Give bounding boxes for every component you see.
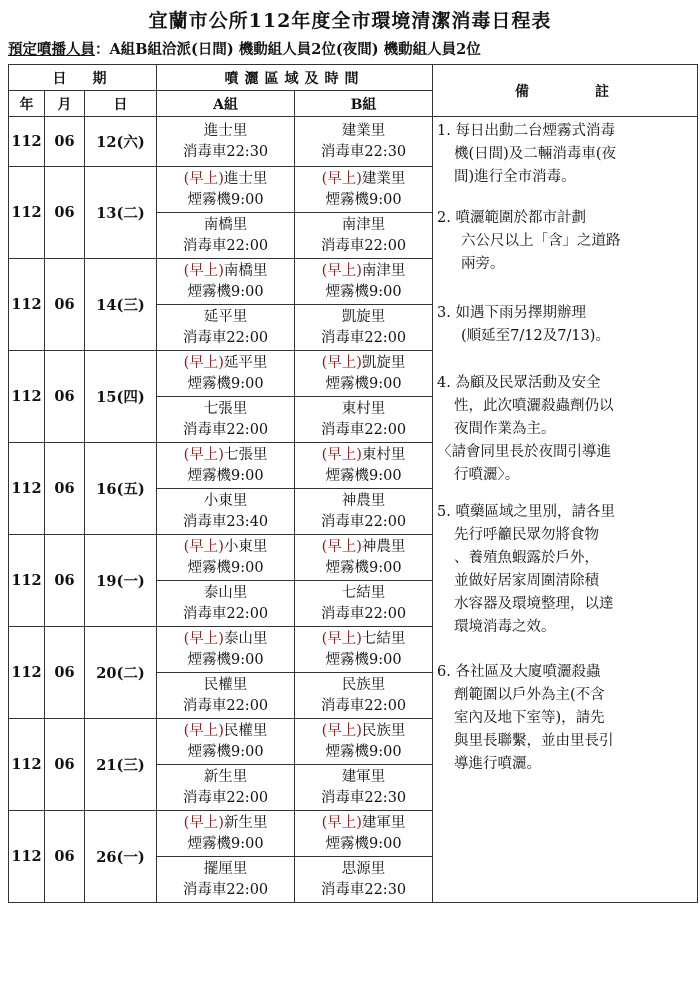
- vehicle-time: 煙霧機9:00: [187, 375, 264, 392]
- note-line: 先行呼籲民眾勿將食物: [454, 527, 600, 543]
- morning-tag: (早上): [183, 170, 224, 187]
- group-a-slot: [157, 719, 295, 765]
- header-month: 月: [45, 91, 85, 117]
- group-a-slot: [157, 397, 295, 443]
- schedule-row: [9, 117, 698, 167]
- note-line: 、養殖魚蝦露於戶外，: [454, 550, 600, 566]
- vehicle-time: 消毒車23:40: [182, 513, 269, 530]
- note-line: 3. 如遇下雨另擇期辦理: [437, 305, 586, 321]
- vehicle-time: 消毒車22:00: [320, 605, 407, 622]
- village-name: 七結里: [341, 584, 386, 601]
- vehicle-time: 消毒車22:00: [182, 237, 269, 254]
- village-name: 思源里: [341, 860, 386, 877]
- staff-label: 預定噴播人員: [8, 41, 95, 58]
- village-line: [157, 583, 294, 604]
- vehicle-time: 消毒車22:30: [320, 789, 407, 806]
- village-line: [295, 491, 432, 512]
- note-line: 導進行噴灑。: [454, 756, 542, 772]
- vehicle-time: 煙霧機9:00: [325, 283, 402, 300]
- village-line: [295, 537, 432, 558]
- month-cell: 06: [45, 719, 85, 811]
- village-name: 七張里: [203, 400, 248, 417]
- village-line: [157, 261, 294, 282]
- morning-tag: (早上): [183, 354, 224, 371]
- morning-tag: (早上): [321, 354, 362, 371]
- village-line: [157, 445, 294, 466]
- village-name: 新生里: [223, 814, 268, 831]
- vehicle-time: 消毒車22:00: [320, 421, 407, 438]
- month-cell: 06: [45, 259, 85, 351]
- village-line: [157, 169, 294, 190]
- note-line: 〈請會同里長於夜間引導進: [437, 444, 612, 460]
- group-a-slot: [157, 489, 295, 535]
- group-a-slot: [157, 167, 295, 213]
- morning-tag: (早上): [183, 722, 224, 739]
- vehicle-time: 消毒車22:30: [320, 143, 407, 160]
- vehicle-time: 煙霧機9:00: [325, 743, 402, 760]
- vehicle-time: 煙霧機9:00: [187, 835, 264, 852]
- vehicle-time: 煙霧機9:00: [325, 191, 402, 208]
- group-a-slot: [157, 213, 295, 259]
- group-b-slot: [295, 117, 433, 167]
- village-name: 小東里: [203, 492, 248, 509]
- note-line: 六公尺以上「含」之道路: [461, 233, 621, 249]
- morning-tag: (早上): [183, 814, 224, 831]
- note-line: 與里長聯繫，並由里長引: [454, 733, 614, 749]
- day-cell: 20(二): [85, 627, 157, 719]
- morning-tag: (早上): [321, 262, 362, 279]
- village-line: [157, 307, 294, 328]
- village-line: [157, 491, 294, 512]
- village-name: 小東里: [223, 538, 268, 555]
- village-line: [157, 767, 294, 788]
- vehicle-time: 煙霧機9:00: [187, 651, 264, 668]
- day-cell: 21(三): [85, 719, 157, 811]
- village-name: 民族里: [361, 722, 406, 739]
- group-b-slot: [295, 167, 433, 213]
- staff-line: [8, 38, 698, 59]
- note-line: (順延至7/12及7/13)。: [461, 328, 610, 344]
- note-line: 兩旁。: [461, 256, 505, 272]
- village-line: [157, 399, 294, 420]
- note-item: [437, 302, 695, 348]
- morning-tag: (早上): [321, 722, 362, 739]
- vehicle-time: 煙霧機9:00: [187, 743, 264, 760]
- village-name: 東村里: [341, 400, 386, 417]
- morning-tag: (早上): [321, 630, 362, 647]
- group-a-slot: [157, 535, 295, 581]
- header-notes: 備 註: [433, 65, 698, 117]
- year-cell: 112: [9, 719, 45, 811]
- day-cell: 14(三): [85, 259, 157, 351]
- vehicle-time: 消毒車22:00: [320, 237, 407, 254]
- year-cell: 112: [9, 811, 45, 903]
- note-line: 1. 每日出動二台煙霧式消毒: [437, 123, 615, 139]
- group-b-slot: [295, 765, 433, 811]
- page-title: 宜蘭市公所112年度全市環境清潔消毒日程表: [148, 10, 552, 32]
- vehicle-time: 消毒車22:00: [182, 421, 269, 438]
- month-cell: 06: [45, 351, 85, 443]
- header-date: 日 期: [9, 65, 157, 91]
- village-line: [157, 813, 294, 834]
- vehicle-time: 煙霧機9:00: [187, 559, 264, 576]
- vehicle-time: 煙霧機9:00: [187, 467, 264, 484]
- schedule-body: [9, 117, 698, 903]
- vehicle-time: 消毒車22:00: [320, 329, 407, 346]
- group-b-slot: [295, 351, 433, 397]
- month-cell: 06: [45, 535, 85, 627]
- village-name: 延平里: [223, 354, 268, 371]
- group-b-slot: [295, 305, 433, 351]
- note-item: [437, 501, 695, 639]
- morning-tag: (早上): [321, 814, 362, 831]
- month-cell: 06: [45, 117, 85, 167]
- group-a-slot: [157, 673, 295, 719]
- year-cell: 112: [9, 627, 45, 719]
- month-cell: 06: [45, 443, 85, 535]
- group-a-slot: [157, 627, 295, 673]
- village-name: 神農里: [341, 492, 386, 509]
- header-group-b: B組: [295, 91, 433, 117]
- village-name: 凱旋里: [361, 354, 406, 371]
- staff-detail: ：A組B組洽派(日間) 機動組人員2位(夜間) 機動組人員2位: [95, 41, 481, 58]
- village-name: 延平里: [203, 308, 248, 325]
- village-name: 泰山里: [223, 630, 268, 647]
- group-b-slot: [295, 213, 433, 259]
- village-line: [295, 721, 432, 742]
- village-name: 建業里: [361, 170, 406, 187]
- village-name: 泰山里: [203, 584, 248, 601]
- group-b-slot: [295, 535, 433, 581]
- vehicle-time: 煙霧機9:00: [325, 559, 402, 576]
- vehicle-time: 消毒車22:30: [182, 143, 269, 160]
- morning-tag: (早上): [183, 446, 224, 463]
- village-line: [295, 445, 432, 466]
- note-line: 環境消毒之效。: [454, 619, 556, 635]
- vehicle-time: 煙霧機9:00: [325, 467, 402, 484]
- group-a-slot: [157, 765, 295, 811]
- group-b-slot: [295, 581, 433, 627]
- year-cell: 112: [9, 117, 45, 167]
- village-line: [295, 583, 432, 604]
- schedule-table: [8, 64, 698, 903]
- village-name: 進士里: [203, 122, 248, 139]
- vehicle-time: 消毒車22:30: [320, 881, 407, 898]
- note-line: 性，此次噴灑殺蟲劑仍以: [454, 398, 614, 414]
- day-cell: 26(一): [85, 811, 157, 903]
- village-line: [295, 353, 432, 374]
- village-line: [157, 675, 294, 696]
- village-line: [295, 399, 432, 420]
- group-b-slot: [295, 397, 433, 443]
- village-name: 進士里: [223, 170, 268, 187]
- vehicle-time: 煙霧機9:00: [187, 191, 264, 208]
- vehicle-time: 消毒車22:00: [182, 881, 269, 898]
- group-a-slot: [157, 857, 295, 903]
- village-line: [295, 859, 432, 880]
- note-line: 2. 噴灑範圍於都市計劃: [437, 210, 586, 226]
- header-day: 日: [85, 91, 157, 117]
- group-b-slot: [295, 259, 433, 305]
- vehicle-time: 煙霧機9:00: [325, 651, 402, 668]
- day-cell: 19(一): [85, 535, 157, 627]
- note-line: 5. 噴藥區域之里別，請各里: [437, 504, 615, 520]
- village-line: [295, 307, 432, 328]
- village-line: [157, 537, 294, 558]
- note-line: 並做好居家周圍清除積: [454, 573, 600, 589]
- note-item: [437, 372, 695, 487]
- group-b-slot: [295, 489, 433, 535]
- vehicle-time: 消毒車22:00: [182, 329, 269, 346]
- note-line: 4. 為顧及民眾活動及安全: [437, 375, 601, 391]
- note-line: 水容器及環境整理，以達: [454, 596, 614, 612]
- year-cell: 112: [9, 351, 45, 443]
- vehicle-time: 煙霧機9:00: [325, 835, 402, 852]
- year-cell: 112: [9, 259, 45, 351]
- note-item: [437, 661, 695, 776]
- header-area: 噴灑區域及時間: [157, 65, 433, 91]
- day-cell: 15(四): [85, 351, 157, 443]
- village-name: 新生里: [203, 768, 248, 785]
- group-b-slot: [295, 857, 433, 903]
- note-line: 行噴灑〉。: [454, 467, 520, 483]
- year-cell: 112: [9, 443, 45, 535]
- village-line: [157, 353, 294, 374]
- morning-tag: (早上): [321, 446, 362, 463]
- year-cell: 112: [9, 535, 45, 627]
- note-line: 6. 各社區及大廈噴灑殺蟲: [437, 664, 601, 680]
- village-name: 南橋里: [203, 216, 248, 233]
- village-line: [157, 859, 294, 880]
- group-a-slot: [157, 259, 295, 305]
- day-cell: 13(二): [85, 167, 157, 259]
- group-b-slot: [295, 673, 433, 719]
- group-a-slot: [157, 351, 295, 397]
- village-line: [295, 169, 432, 190]
- group-a-slot: [157, 811, 295, 857]
- village-name: 神農里: [361, 538, 406, 555]
- morning-tag: (早上): [321, 538, 362, 555]
- village-name: 建業里: [341, 122, 386, 139]
- header-year: 年: [9, 91, 45, 117]
- note-line: 機(日間)及二輛消毒車(夜: [454, 146, 616, 162]
- village-line: [295, 261, 432, 282]
- month-cell: 06: [45, 627, 85, 719]
- note-item: [437, 207, 695, 276]
- group-b-slot: [295, 627, 433, 673]
- village-name: 南津里: [341, 216, 386, 233]
- village-name: 民權里: [223, 722, 268, 739]
- group-b-slot: [295, 811, 433, 857]
- day-cell: 12(六): [85, 117, 157, 167]
- vehicle-time: 消毒車22:00: [182, 605, 269, 622]
- group-a-slot: [157, 117, 295, 167]
- village-line: [157, 121, 294, 142]
- village-line: [295, 215, 432, 236]
- notes-cell: [433, 117, 698, 903]
- vehicle-time: 煙霧機9:00: [187, 283, 264, 300]
- village-name: 南橋里: [223, 262, 268, 279]
- village-name: 建軍里: [361, 814, 406, 831]
- note-line: 劑範圍以戶外為主(不含: [454, 687, 605, 703]
- village-name: 民族里: [341, 676, 386, 693]
- village-line: [295, 767, 432, 788]
- village-name: 南津里: [361, 262, 406, 279]
- village-name: 七結里: [361, 630, 406, 647]
- village-name: 七張里: [223, 446, 268, 463]
- year-cell: 112: [9, 167, 45, 259]
- village-name: 凱旋里: [341, 308, 386, 325]
- village-name: 東村里: [361, 446, 406, 463]
- village-line: [157, 629, 294, 650]
- vehicle-time: 消毒車22:00: [182, 697, 269, 714]
- vehicle-time: 消毒車22:00: [320, 513, 407, 530]
- group-b-slot: [295, 443, 433, 489]
- vehicle-time: 消毒車22:00: [320, 697, 407, 714]
- morning-tag: (早上): [183, 630, 224, 647]
- group-a-slot: [157, 581, 295, 627]
- morning-tag: (早上): [321, 170, 362, 187]
- vehicle-time: 消毒車22:00: [182, 789, 269, 806]
- village-line: [295, 121, 432, 142]
- village-name: 建軍里: [341, 768, 386, 785]
- month-cell: 06: [45, 811, 85, 903]
- group-a-slot: [157, 443, 295, 489]
- month-cell: 06: [45, 167, 85, 259]
- morning-tag: (早上): [183, 538, 224, 555]
- village-line: [295, 675, 432, 696]
- village-line: [295, 813, 432, 834]
- group-b-slot: [295, 719, 433, 765]
- village-name: 民權里: [203, 676, 248, 693]
- note-item: [437, 120, 695, 189]
- note-line: 夜間作業為主。: [454, 421, 556, 437]
- note-line: 間)進行全市消毒。: [454, 169, 576, 185]
- village-name: 擺厘里: [203, 860, 248, 877]
- vehicle-time: 煙霧機9:00: [325, 375, 402, 392]
- day-cell: 16(五): [85, 443, 157, 535]
- village-line: [157, 721, 294, 742]
- header-group-a: A組: [157, 91, 295, 117]
- group-a-slot: [157, 305, 295, 351]
- village-line: [157, 215, 294, 236]
- note-line: 室內及地下室等)，請先: [454, 710, 605, 726]
- village-line: [295, 629, 432, 650]
- morning-tag: (早上): [183, 262, 224, 279]
